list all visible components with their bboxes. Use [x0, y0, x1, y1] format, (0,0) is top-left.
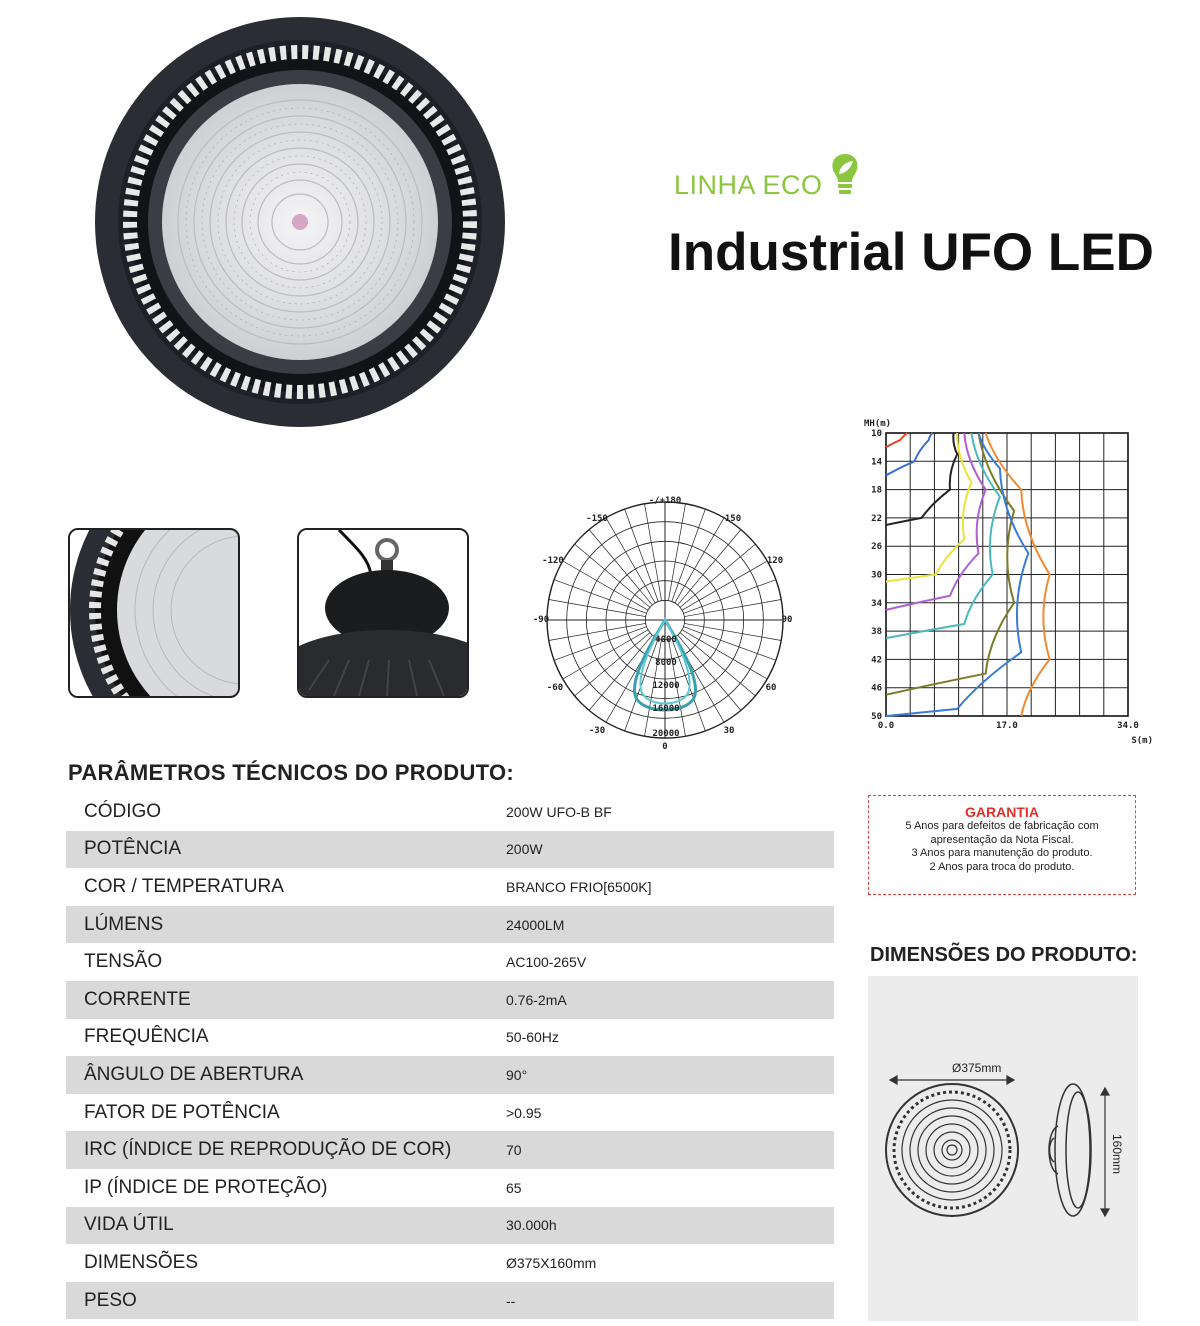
- polar-light-distribution-chart: [525, 490, 805, 755]
- ring-label-16000: 16000: [652, 704, 680, 714]
- guarantee-box: [868, 795, 1136, 895]
- x-tick-labels: [878, 721, 1139, 731]
- ring-label-20000: 20000: [652, 729, 680, 739]
- polar-spoke: [683, 627, 775, 661]
- y-tick-label: 26: [871, 542, 882, 553]
- product-title: Industrial UFO LED: [668, 223, 1154, 282]
- param-label: IP (ÍNDICE DE PROTEÇÃO): [84, 1176, 328, 1198]
- param-label: FATOR DE POTÊNCIA: [84, 1101, 280, 1123]
- param-row: [66, 831, 834, 869]
- guarantee-line: apresentação da Nota Fiscal.: [930, 833, 1074, 846]
- polar-spoke: [554, 627, 646, 661]
- illuminance-series-0: [886, 433, 907, 447]
- ring-label-12000: 12000: [652, 681, 680, 691]
- ring-label-8000: 8000: [655, 658, 677, 668]
- polar-spoke: [672, 509, 706, 601]
- param-row: [66, 1282, 834, 1320]
- angle-label-0: 0: [662, 742, 668, 752]
- angle-label-150: 150: [724, 514, 742, 524]
- x-tick-label: 0.0: [877, 721, 895, 731]
- y-tick-label: 14: [871, 457, 882, 468]
- polar-spoke: [575, 544, 650, 607]
- param-value: 70: [506, 1142, 522, 1159]
- param-row: [66, 1056, 834, 1094]
- param-value: BRANCO FRIO[6500K]: [506, 878, 652, 895]
- polar-spoke: [680, 633, 755, 696]
- param-value: 200W UFO-B BF: [506, 803, 612, 820]
- params-table: [66, 793, 834, 1319]
- y-tick-label: 46: [871, 683, 882, 694]
- y-tick-label: 18: [871, 485, 882, 496]
- y-axis-label: MH(m): [864, 419, 892, 429]
- polar-spoke: [683, 580, 775, 614]
- illuminance-series-1: [886, 433, 932, 475]
- angle-label-120: 120: [766, 556, 784, 566]
- angle-label-180: -/+180: [648, 496, 682, 506]
- param-label: FREQUÊNCIA: [84, 1026, 209, 1048]
- param-label: POTÊNCIA: [84, 838, 182, 860]
- param-row: [66, 1207, 834, 1245]
- param-value: --: [506, 1292, 516, 1309]
- param-value: >0.95: [506, 1104, 542, 1121]
- guarantee-line: 5 Anos para defeitos de fabricação com: [905, 820, 1099, 832]
- param-row: [66, 906, 834, 944]
- param-label: VIDA ÚTIL: [84, 1214, 174, 1236]
- angle-label-60: 60: [765, 683, 777, 693]
- polar-ring-labels: [652, 635, 679, 739]
- param-row: [66, 868, 834, 906]
- back-view-image: [299, 530, 467, 696]
- param-label: CORRENTE: [84, 988, 191, 1010]
- polar-spoke: [625, 509, 659, 601]
- y-tick-label: 10: [871, 429, 882, 439]
- param-row: [66, 1169, 834, 1207]
- angle-label-90: 90: [781, 615, 793, 625]
- polar-spoke: [554, 580, 646, 614]
- polar-spoke: [589, 530, 652, 605]
- param-row: [66, 1131, 834, 1169]
- param-row: [66, 1019, 834, 1057]
- guarantee-line: 3 Anos para manutenção do produto.: [911, 847, 1093, 859]
- param-label: CÓDIGO: [84, 800, 162, 822]
- polar-spoke: [589, 635, 652, 710]
- x-tick-label: 17.0: [996, 721, 1018, 731]
- param-row: [66, 793, 834, 831]
- params-heading: PARÂMETROS TÉCNICOS DO PRODUTO:: [68, 760, 515, 785]
- angle-label-neg150: -150: [586, 514, 608, 524]
- product-photo-ufo-lamp: [90, 12, 510, 432]
- polar-spoke: [645, 504, 662, 601]
- param-row: [66, 943, 834, 981]
- polar-spoke: [549, 623, 646, 640]
- param-label: TENSÃO: [84, 951, 163, 973]
- param-label: PESO: [84, 1289, 137, 1311]
- polar-spoke: [575, 633, 650, 696]
- angle-label-neg60: -60: [546, 683, 564, 693]
- polar-spoke: [549, 600, 646, 617]
- param-value: 30.000h: [506, 1217, 557, 1234]
- height-label: 160mm: [1110, 1134, 1124, 1175]
- param-label: LÚMENS: [84, 913, 164, 935]
- x-axis-label: S(m): [1131, 736, 1153, 746]
- y-tick-label: 22: [871, 513, 882, 524]
- polar-spoke: [678, 530, 741, 605]
- param-value: 200W: [506, 841, 543, 858]
- angle-label-neg90: -90: [532, 615, 550, 625]
- polar-spoke: [684, 600, 781, 617]
- x-tick-label: 34.0: [1117, 721, 1139, 731]
- param-value: 50-60Hz: [506, 1029, 559, 1046]
- param-value: 90°: [506, 1066, 528, 1083]
- thumbnail-lens-detail: [68, 528, 240, 698]
- param-label: COR / TEMPERATURA: [84, 875, 284, 897]
- illuminance-grid: [886, 433, 1128, 716]
- dimensions-heading: DIMENSÕES DO PRODUTO:: [870, 944, 1138, 966]
- param-label: IRC (ÍNDICE DE REPRODUÇÃO DE COR): [84, 1139, 452, 1161]
- param-row: [66, 1094, 834, 1132]
- brand-line: LINHA ECO: [674, 170, 823, 200]
- param-row: [66, 981, 834, 1019]
- guarantee-line: 2 Anos para troca do produto.: [929, 860, 1075, 873]
- thumbnail-back-view: [297, 528, 469, 698]
- ring-label-4000: 4000: [655, 635, 677, 645]
- param-label: DIMENSÕES: [84, 1251, 199, 1273]
- diameter-label: Ø375mm: [952, 1061, 1002, 1075]
- polar-spoke: [684, 623, 781, 640]
- guarantee-title: GARANTIA: [965, 804, 1039, 820]
- param-value: 24000LM: [506, 916, 565, 933]
- y-tick-label: 42: [871, 655, 882, 666]
- polar-spoke: [680, 544, 755, 607]
- param-value: 65: [506, 1179, 522, 1196]
- param-value: Ø375X160mm: [506, 1254, 597, 1271]
- param-label: ÂNGULO DE ABERTURA: [84, 1063, 304, 1085]
- param-value: AC100-265V: [506, 954, 587, 971]
- y-tick-label: 30: [871, 570, 882, 581]
- dimensions-panel: [868, 976, 1138, 1321]
- polar-spoke: [668, 504, 685, 601]
- y-tick-labels: [871, 429, 882, 722]
- y-tick-label: 38: [871, 627, 882, 638]
- y-tick-label: 34: [871, 598, 882, 609]
- angle-label-neg30: -30: [588, 726, 606, 736]
- lightbulb-leaf-icon: [828, 152, 862, 198]
- dimensions-drawing: [868, 976, 1138, 1321]
- lens-detail-image: [70, 530, 238, 696]
- polar-spoke: [678, 635, 741, 710]
- angle-label-30: 30: [723, 726, 735, 736]
- angle-label-neg120: -120: [542, 556, 564, 566]
- y-tick-label: 50: [871, 712, 882, 722]
- param-row: [66, 1244, 834, 1282]
- param-value: 0.76-2mA: [506, 991, 567, 1008]
- illuminance-chart: [850, 410, 1170, 755]
